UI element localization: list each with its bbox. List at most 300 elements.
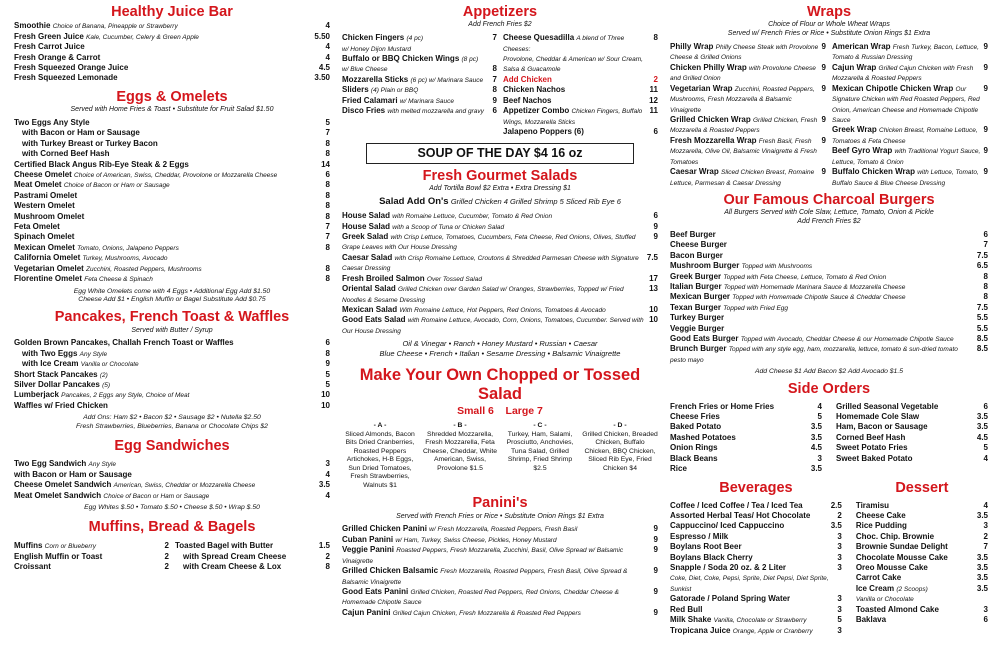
menu-item <box>832 125 988 146</box>
menu-item-text <box>832 167 981 188</box>
menu-item-price: 2.5 <box>830 500 842 510</box>
menu-item-price: 5 <box>325 369 330 379</box>
menu-item-description: Roasted Peppers, Fresh Mozzarella, Zucchini, Basil, Olive Spread w/ Balsamic Vinaigrette <box>342 547 624 565</box>
menu-item <box>14 42 330 52</box>
menu-item-text <box>14 370 108 380</box>
menu-item-name: Cajun Wrap <box>832 62 877 72</box>
menu-item-text <box>14 212 84 222</box>
menu-item-description: w/ Marinara Sauce <box>399 97 455 105</box>
menu-item-name: Grilled Chicken Balsamic <box>342 566 439 576</box>
menu-item <box>14 32 330 42</box>
menu-item-text <box>342 96 454 106</box>
menu-item-price: 3.5 <box>976 411 988 421</box>
menu-item-price: 2 <box>164 562 169 572</box>
menu-item-price: 8 <box>325 348 330 358</box>
menu-item-name: Vegetarian Wrap <box>670 83 733 93</box>
menu-item-name: Fresh Carrot Juice <box>14 42 85 52</box>
menu-item-name: Choc. Chip. Brownie <box>855 531 935 541</box>
menu-item-text <box>670 454 718 464</box>
menu-item-price: 17 <box>649 273 658 283</box>
menu-item-text <box>670 573 839 594</box>
sandwiches-list <box>14 459 330 501</box>
menu-item-text <box>832 125 981 146</box>
menu-item-text <box>856 542 948 552</box>
menu-item-description: Vanilla or Chocolate <box>855 596 914 604</box>
menu-item-text <box>670 412 720 422</box>
menu-item-name: Beef Burger <box>670 229 716 239</box>
menu-item-text <box>14 170 277 180</box>
menu-item <box>14 380 330 390</box>
menu-item-description: Zucchini, Roasted Peppers, Mushrooms <box>86 265 202 273</box>
menu-item <box>836 412 988 422</box>
menu-item <box>14 128 330 138</box>
menu-item-price: 2 <box>837 511 842 521</box>
menu-item-description: Zucchini, Roasted Peppers, Mushrooms, Fresh Mozzarella & Balsamic Vinaigrette <box>670 85 815 114</box>
menu-item <box>14 338 330 348</box>
menu-item-price: 8 <box>492 64 497 74</box>
menu-item-price: 10 <box>649 315 658 325</box>
menu-item <box>503 96 658 106</box>
menu-item-name: Beef Gyro Wrap <box>832 146 893 156</box>
menu-item-price: 3 <box>837 604 842 614</box>
menu-item-name: Jalapeno Poppers (6) <box>503 126 584 136</box>
menu-item-description: w/ Blue Cheese <box>342 66 388 74</box>
menu-item-name: Mushroom Burger <box>670 261 740 271</box>
menu-item <box>670 454 822 464</box>
chopped-choice-a <box>342 422 418 490</box>
salads-subtitle: Add Tortilla Bowl $2 Extra • Extra Dressing $1 <box>429 184 571 192</box>
menu-item-price: 8 <box>325 242 330 252</box>
menu-item-name: Short Stack Pancakes <box>14 369 98 379</box>
menu-item <box>14 222 330 232</box>
menu-item <box>14 359 330 369</box>
menu-item-price: 4.5 <box>318 63 330 73</box>
menu-item-text <box>14 232 74 242</box>
chopped-choice-d-title: - D - <box>613 422 627 430</box>
beverages-list <box>670 501 842 636</box>
paninis-list <box>342 524 658 618</box>
menu-item-description: With Romaine Lettuce, Hot Peppers, Red Onions, Tomatoes & Avocado <box>399 307 606 314</box>
menu-item-text <box>342 274 482 284</box>
menu-item-price: 8 <box>325 190 330 200</box>
menu-item <box>14 212 330 222</box>
menu-item-price: 5 <box>837 615 842 625</box>
menu-item-description: w/ Honey Dijon Mustard <box>342 45 411 53</box>
menu-item <box>14 253 330 263</box>
menu-item <box>832 167 988 188</box>
menu-item-name: Cheese Quesadilla <box>503 33 575 43</box>
menu-item <box>670 412 822 422</box>
menu-item-name: with Cream Cheese & Lox <box>183 562 282 572</box>
menu-item-text <box>342 106 484 116</box>
menu-item-name: Cappuccino/ Iced Cappuccino <box>670 521 785 531</box>
menu-item-name: Boylans Root Beer <box>670 542 742 552</box>
column-left <box>14 4 330 572</box>
menu-item-name: Fresh Orange & Carrot <box>14 52 101 62</box>
menu-item-name: Meat Omelet <box>14 180 62 190</box>
chopped-choice-d <box>582 422 658 490</box>
menu-item <box>14 232 330 242</box>
menu-item <box>14 180 330 190</box>
menu-item-name: Tropicana Juice <box>670 625 731 635</box>
menu-item-text <box>342 608 581 618</box>
menu-item <box>14 170 330 180</box>
menu-item-name: Cheese Burger <box>670 240 727 250</box>
menu-item-name: Beef Nachos <box>503 95 552 105</box>
menu-item-name: with Bacon or Ham or Sausage <box>14 469 132 479</box>
menu-item-text <box>342 566 651 587</box>
menu-item-description: Our Signature Chicken with Red Roasted Peppers, Red Onion, American Cheese and Homemade Chipotle Sauce <box>832 85 980 124</box>
menu-item <box>832 42 988 63</box>
menu-item <box>670 261 988 271</box>
menu-item-description: w/ Ham, Turkey, Swiss Cheese, Pickles, Honey Mustard <box>395 536 557 544</box>
menu-item-price: 6 <box>653 211 658 221</box>
menu-item-price: 3 <box>837 563 842 573</box>
menu-item <box>856 542 988 552</box>
menu-item-price: 3 <box>837 594 842 604</box>
menu-item <box>503 127 658 137</box>
eggs-note-1: Egg White Omelets come with 4 Eggs • Additional Egg Add $1.50 <box>73 287 271 295</box>
menu-item <box>670 303 988 313</box>
menu-item <box>14 491 330 501</box>
menu-item-price: 9 <box>325 359 330 369</box>
menu-item-name: Waffles w/ Fried Chicken <box>14 400 108 410</box>
menu-item <box>856 521 988 531</box>
menu-item-text <box>14 180 170 190</box>
menu-item-price: 9 <box>653 524 658 534</box>
menu-item-description: (4 pc) <box>406 35 424 43</box>
menu-item <box>670 553 842 563</box>
menu-item <box>836 454 988 464</box>
menu-item-description: Topped with Homemade Marinara Sauce & Mozzarella Cheese <box>723 283 906 291</box>
menu-item <box>670 542 842 552</box>
menu-item-price: 9 <box>983 146 988 156</box>
menu-item-text <box>342 305 606 315</box>
menu-item-price: 3 <box>983 604 988 614</box>
menu-item-text <box>832 84 981 126</box>
menu-item-price: 7 <box>492 33 497 43</box>
menu-item-price: 3 <box>983 521 988 531</box>
menu-item <box>856 615 988 625</box>
menu-item-description: A blend of Three Cheeses: <box>503 35 625 53</box>
menu-item-price: 10 <box>649 305 658 314</box>
menu-item-text <box>14 222 60 232</box>
menu-item-price: 9 <box>821 114 826 124</box>
menu-item-price: 3.5 <box>810 432 822 442</box>
menu-item <box>670 521 842 531</box>
menu-item-text <box>14 42 85 52</box>
menu-item-text <box>342 524 577 534</box>
menu-item-name: Oriental Salad <box>342 284 396 294</box>
menu-item-name: Cheese Omelet Sandwich <box>14 480 112 490</box>
menu-item-name: Silver Dollar Pancakes <box>14 380 100 389</box>
menu-item-name: Fresh Squeezed Lemonade <box>14 73 118 83</box>
menu-item-price: 6 <box>983 615 988 625</box>
menu-item-price: 7.5 <box>646 252 658 262</box>
menu-item-text <box>670 272 886 282</box>
menu-item-name: Mashed Potatoes <box>670 432 736 442</box>
chopped-sizes <box>342 405 658 419</box>
menu-item-name: Milk Shake <box>670 615 712 625</box>
chopped-choice-c <box>502 422 578 490</box>
menu-item-price: 3.5 <box>810 463 822 473</box>
menu-item-name: Fresh Green Juice <box>14 31 84 41</box>
menu-item-description: w/ Fresh Mozzarella, Roasted Peppers, Fresh Basil <box>429 526 578 534</box>
menu-item-price: 5 <box>325 380 330 389</box>
menu-item-price: 6.5 <box>976 261 988 271</box>
menu-item-price: 3.5 <box>810 422 822 432</box>
menu-item-price: 8 <box>325 201 330 211</box>
menu-item <box>670 324 988 334</box>
menu-item-text <box>670 433 736 443</box>
menu-item <box>175 541 330 551</box>
menu-item-text <box>22 349 107 359</box>
chopped-choice-a-items: Sliced Almonds, Bacon Bits Dried Cranberries, Roasted Peppers Artichokes, H-B Eggs, Sun Dried Tomatoes, Fresh Strawberries, Walnuts $1 <box>345 430 415 489</box>
menu-item-name: Pastrami Omelet <box>14 190 78 200</box>
menu-item-price: 9 <box>983 167 988 177</box>
chopped-choice-b-items: Shredded Mozzarella, Fresh Mozzarella, Feta Cheese, Cheddar, White American, Swiss, Provolone $1.5 <box>422 430 498 472</box>
menu-item-text <box>670 63 819 84</box>
menu-item-name: Red Bull <box>670 604 703 614</box>
eggs-list <box>14 118 330 285</box>
menu-item-text <box>14 338 234 348</box>
menu-item <box>503 85 658 95</box>
menu-item <box>14 390 330 400</box>
appetizers-columns <box>342 33 658 137</box>
chopped-large-price: Large 7 <box>505 404 543 417</box>
menu-item-text <box>832 146 981 167</box>
menu-item-name: Brownie Sundae Delight <box>855 542 948 552</box>
menu-item-text <box>22 149 110 159</box>
menu-item-price: 9 <box>653 545 658 555</box>
menu-item-price: 14 <box>321 159 330 169</box>
salad-addons-label: Salad Add On's <box>379 195 449 207</box>
menu-item-description: Choice of Bacon or Ham or Sausage <box>63 182 170 190</box>
menu-item-price: 9 <box>821 167 826 177</box>
menu-item <box>14 53 330 63</box>
menu-item-name: Assorted Herbal Teas/ Hot Chocolate <box>670 511 811 521</box>
menu-item-price: 8.5 <box>976 344 988 354</box>
menu-item-name: Mushroom Omelet <box>14 211 85 221</box>
menu-item-price: 5 <box>325 117 330 127</box>
menu-item <box>14 139 330 149</box>
menu-item-price: 5 <box>983 443 988 453</box>
menu-item-name: Greek Salad <box>342 231 389 241</box>
menu-item <box>670 292 988 302</box>
menu-item-name: Meat Omelet Sandwich <box>14 490 102 500</box>
menu-item-name: Chocolate Mousse Cake <box>855 552 948 562</box>
salad-addons-list: Grilled Chicken 4 Grilled Shrimp 5 Sliced Rib Eye 6 <box>450 196 621 206</box>
menu-item-description: with a Scoop of Tuna or Chicken Salad <box>392 223 505 231</box>
menu-item-price: 8 <box>325 274 330 284</box>
menu-item <box>670 344 988 365</box>
menu-item-text <box>836 454 912 464</box>
menu-item-name: Fresh Mozzarella Wrap <box>670 135 757 145</box>
menu-item-text <box>14 470 132 480</box>
menu-item-name: Grilled Seasonal Vegetable <box>836 401 939 411</box>
menu-item-price: 5.50 <box>314 31 330 41</box>
menu-item-name: Vegetarian Omelet <box>14 263 84 273</box>
menu-item-name: Greek Wrap <box>832 125 877 135</box>
menu-item-name: Corned Beef Hash <box>836 432 906 442</box>
menu-item-price: 7 <box>983 542 988 552</box>
menu-item-price: 6 <box>983 229 988 239</box>
menu-item <box>14 274 330 284</box>
menu-item-price: 4 <box>325 21 330 31</box>
menu-item-price: 6 <box>492 106 497 116</box>
menu-item-text <box>342 545 651 566</box>
menu-item <box>342 64 497 74</box>
menu-item <box>14 118 330 128</box>
menu-item-description: with Romaine Lettuce, Cucumber, Tomato & Red Onion <box>392 213 553 221</box>
menu-item-price: 12 <box>649 95 658 105</box>
chopped-choice-d-items: Grilled Chicken, Breaded Chicken, Buffalo Chicken, BBQ Chicken, Sliced Rib Eye, Fried Chicken $4 <box>582 430 658 472</box>
menu-item-text <box>14 401 108 411</box>
menu-item-price: 2 <box>164 551 169 561</box>
menu-item-text <box>503 33 651 54</box>
menu-item <box>342 566 658 587</box>
menu-item-description: Over Tossed Salad <box>426 275 482 283</box>
menu-item <box>670 605 842 615</box>
menu-item-description: Topped with Fried Egg <box>723 304 789 312</box>
menu-item-name: Baked Potato <box>670 422 722 432</box>
menu-item <box>670 136 826 167</box>
menu-item <box>670 63 826 84</box>
menu-item-text <box>342 587 651 608</box>
menu-item-text <box>342 253 644 274</box>
menu-item-description: Topped with Mushrooms <box>741 263 813 271</box>
menu-item-price: 3.5 <box>976 511 988 521</box>
menu-item-name: Muffins <box>14 541 43 551</box>
menu-item-name: Veggie Panini <box>342 545 395 555</box>
menu-item <box>14 459 330 469</box>
menu-item <box>856 501 988 511</box>
pancakes-subtitle: Served with Butter / Syrup <box>131 326 213 334</box>
menu-item-text <box>670 542 742 552</box>
menu-item-name: Two Egg Sandwich <box>14 459 87 469</box>
menu-item-name: Baklava <box>855 615 887 625</box>
menu-item <box>856 563 988 573</box>
menu-item <box>503 106 658 127</box>
menu-item-price: 8 <box>325 562 330 572</box>
menu-item-price: 3.50 <box>314 73 330 83</box>
menu-item-price: 8 <box>325 211 330 221</box>
menu-item-text <box>342 33 423 43</box>
menu-item <box>670 615 842 625</box>
menu-item-name: Buffalo Chicken Wrap <box>832 167 915 177</box>
menu-item-text <box>856 605 939 615</box>
menu-item-description: (2) <box>99 371 108 379</box>
menu-item <box>14 191 330 201</box>
burgers-note: Add Cheese $1 Add Bacon $2 Add Avocado $1.5 <box>754 368 903 376</box>
menu-item-text <box>342 232 651 253</box>
menu-item <box>503 33 658 54</box>
menu-item <box>670 282 988 292</box>
section-title-pancakes: Pancakes, French Toast & Waffles <box>54 309 290 326</box>
menu-item-price: 9 <box>821 62 826 72</box>
menu-item-price: 9 <box>653 221 658 231</box>
menu-item-text <box>670 501 803 511</box>
menu-item-price: 3.5 <box>976 563 988 573</box>
menu-item-name: Cheese Cake <box>855 511 906 521</box>
menu-item-price: 5.5 <box>976 313 988 323</box>
appetizers-list-right <box>503 33 658 137</box>
menu-item-name: Golden Brown Pancakes, Challah French Toast or Waffles <box>14 338 234 348</box>
menu-item-description: (4) Plain or BBQ <box>370 87 419 95</box>
menu-item-text <box>14 541 96 551</box>
menu-item-name: Rice Pudding <box>855 521 907 531</box>
menu-item-name: Boylans Black Cherry <box>670 552 753 562</box>
menu-item-text <box>670 443 718 453</box>
menu-item-description: with Traditional Yogurt Sauce, Lettuce, Tomato & Onion <box>832 148 981 166</box>
menu-item-name: Feta Omelet <box>14 221 60 231</box>
menu-item-text <box>342 535 557 545</box>
menu-item-name: California Omelet <box>14 253 81 263</box>
menu-item-description: Sliced Chicken Breast, Romaine Lettuce, Parmesan & Caesar Dressing <box>670 169 815 187</box>
menu-item-price: 8 <box>325 138 330 148</box>
menu-item-text <box>14 552 102 562</box>
sides-list-right <box>836 402 988 475</box>
menu-item <box>14 401 330 411</box>
menu-item-name: Spinach Omelet <box>14 232 75 242</box>
menu-item-description: (2 Scoops) <box>896 585 928 593</box>
menu-item <box>14 562 169 572</box>
menu-item-description: Grilled Chicken, Roasted Red Peppers, Red Onions, Cheddar Cheese & Homemade Chipotle Sauce <box>342 589 619 607</box>
menu-item-description: Tomato, Onions, Jalapeno Peppers <box>77 244 179 252</box>
menu-item <box>14 21 330 31</box>
menu-item-price: 9 <box>983 125 988 135</box>
menu-item-text <box>22 128 140 138</box>
menu-item-text <box>670 167 819 188</box>
pancakes-note-1: Add Ons: Ham $2 • Bacon $2 • Sausage $2 • Nutella $2.50 <box>83 414 261 422</box>
menu-item <box>14 243 330 253</box>
menu-item-price: 9 <box>821 41 826 51</box>
menu-item-name: Fried Calamari <box>342 95 398 105</box>
menu-item-description: Topped with Avocado, Cheddar Cheese & our Homemade Chipotle Sauce <box>740 336 954 344</box>
menu-item-price: 6 <box>325 338 330 348</box>
menu-item-description: Coke, Diet, Coke, Pepsi, Sprite, Diet Pepsi, Diet Sprite, Sunkist <box>670 575 829 593</box>
menu-item <box>670 402 822 412</box>
menu-item-text <box>856 532 934 542</box>
menu-item <box>342 284 658 305</box>
menu-item-text <box>832 63 981 84</box>
section-title-chopped: Make Your Own Chopped or Tossed Salad <box>359 365 641 403</box>
menu-item <box>14 149 330 159</box>
menu-item-name: Philly Wrap <box>670 41 714 51</box>
menu-item <box>856 584 988 594</box>
menu-item-name: Gatorade / Poland Spring Water <box>670 594 791 604</box>
menu-item-text <box>670 303 788 313</box>
menu-item-text <box>836 443 908 453</box>
menu-item-name: Espresso / Milk <box>670 531 729 541</box>
menu-item-price: 3.5 <box>976 422 988 432</box>
menu-item-name: Chicken Nachos <box>503 85 566 95</box>
menu-item-text <box>856 501 889 511</box>
menu-item-text <box>856 573 901 583</box>
menu-item-text <box>14 380 110 390</box>
section-title-burgers: Our Famous Charcoal Burgers <box>723 192 935 209</box>
menu-item-description: Feta Cheese & Spinach <box>84 276 153 284</box>
menu-item-description: Grilled Cajun Chicken, Fresh Mozzarella & Roasted Red Peppers <box>392 609 581 617</box>
menu-item-price: 8 <box>325 180 330 190</box>
menu-item-name: Appetizer Combo <box>503 106 570 116</box>
menu-item-text <box>342 44 411 54</box>
menu-item-text <box>856 563 928 573</box>
menu-item <box>670 511 842 521</box>
menu-item <box>342 222 658 232</box>
menu-item-name: Oreo Mousse Cake <box>855 563 928 573</box>
menu-item-price: 8 <box>325 149 330 159</box>
